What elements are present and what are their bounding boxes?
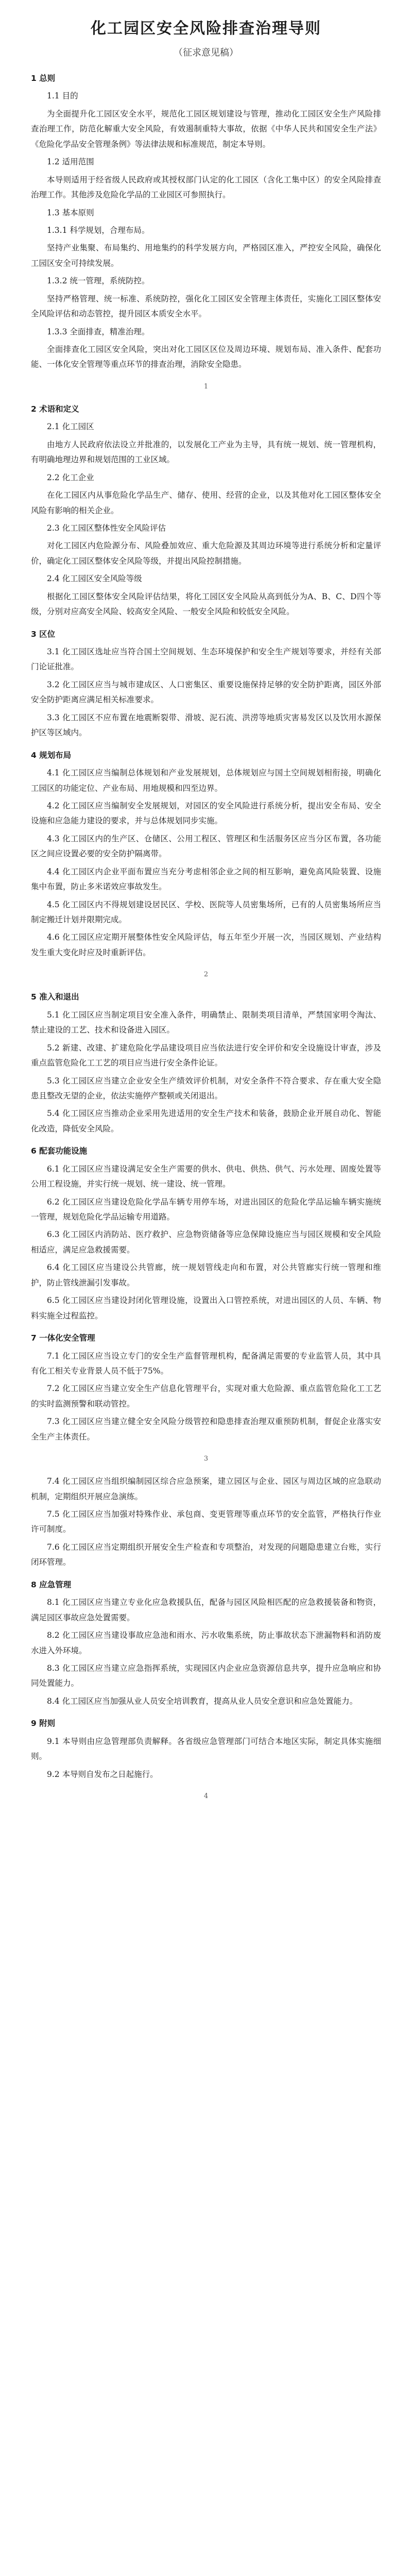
page-number: 4: [203, 1792, 209, 1800]
subsection-heading: 1.1 目的: [47, 91, 78, 101]
paragraph: 3.1 化工园区选址应当符合国土空间规划、生态环境保护和安全生产规划等要求，并经有关部门论证批准。: [31, 647, 381, 672]
subsection-heading: 2.4 化工园区安全风险等级: [47, 574, 142, 584]
paragraph: 本导则适用于经省级人民政府或其授权部门认定的化工园区（含化工集中区）的安全风险排查治理工作。其他涉及危险化学品的工业园区可参照执行。: [31, 175, 381, 200]
section-heading: 2 术语和定义: [31, 404, 79, 414]
page-number: 3: [203, 1455, 209, 1463]
paragraph: 根据化工园区整体安全风险评估结果，将化工园区安全风险从高到低分为A、B、C、D四个等级，分别对应高安全风险、较高安全风险、一般安全风险和较低安全风险。: [31, 591, 381, 617]
paragraph: 7.5 化工园区应当加强对特殊作业、承包商、变更管理等重点环节的安全监管，严格执行作业许可制度。: [31, 1510, 381, 1534]
paragraph: 7.6 化工园区应当定期组织开展安全生产检查和专项整治，对发现的问题隐患建立台账，实行闭环管理。: [31, 1542, 381, 1567]
page-number: 2: [203, 971, 209, 979]
paragraph: 8.2 化工园区应当建设事故应急池和雨水、污水收集系统，防止事故状态下泄漏物料和消防废水进入外环境。: [31, 1631, 381, 1655]
paragraph: 5.4 化工园区应当推动企业采用先进适用的安全生产技术和装备，鼓励企业开展自动化、智能化改造，降低安全风险。: [31, 1109, 381, 1133]
paragraph: 为全面提升化工园区安全水平，规范化工园区规划建设与管理，推动化工园区安全生产风险排查治理工作，防范化解重大安全风险，有效遏制重特大事故，依据《中华人民共和国安全生产法》《危险化学品安全管理条例》等法律法规和标准规范，制定本导则。: [31, 109, 381, 149]
subsection-heading: 1.3.3 全面排查，精准治理。: [47, 327, 150, 336]
section-heading: 5 准入和退出: [31, 992, 79, 1002]
paragraph: 全面排查化工园区安全风险，突出对化工园区区位及周边环境、规划布局、准入条件、配套功能、一体化安全管理等重点环节的排查治理，消除安全隐患。: [31, 345, 381, 369]
document-body: [31, 71, 381, 1800]
paragraph: 7.4 化工园区应当组织编制园区综合应急预案，建立园区与企业、园区与周边区域的应急联动机制，定期组织开展应急演练。: [31, 1477, 381, 1501]
paragraph: 9.1 本导则由应急管理部负责解释。各省级应急管理部门可结合本地区实际，制定具体实施细则。: [31, 1736, 381, 1761]
page-number: 1: [203, 382, 209, 391]
paragraph: 4.5 化工园区内不得规划建设居民区、学校、医院等人员密集场所，已有的人员密集场所应当制定搬迁计划并限期完成。: [31, 900, 381, 924]
section-heading: 4 规划布局: [31, 750, 72, 760]
paragraph: 4.3 化工园区内的生产区、仓储区、公用工程区、管理区和生活服务区应当分区布置，各功能区之间应设置必要的安全防护隔离带。: [31, 834, 381, 859]
paragraph: 5.1 化工园区应当制定项目安全准入条件，明确禁止、限制类项目清单，严禁国家明令淘汰、禁止建设的工艺、技术和设备进入园区。: [31, 1010, 381, 1035]
subsection-heading: 1.3.2 统一管理，系统防控。: [47, 276, 150, 286]
section-heading: 1 总则: [31, 74, 56, 83]
subsection-heading: 2.3 化工园区整体性安全风险评估: [47, 523, 166, 533]
paragraph: 8.3 化工园区应当建立应急指挥系统，实现园区内企业应急资源信息共享，提升应急响应和协同处置能力。: [31, 1663, 381, 1688]
paragraph: 6.1 化工园区应当建设满足安全生产需要的供水、供电、供热、供气、污水处理、固废处置等公用工程设施，并实行统一规划、统一建设、统一管理。: [31, 1164, 381, 1189]
subsection-heading: 2.1 化工园区: [47, 422, 94, 432]
section-heading: 7 一体化安全管理: [31, 1333, 95, 1343]
paragraph: 对化工园区内危险源分布、风险叠加效应、重大危险源及其周边环境等进行系统分析和定量评价，确定化工园区整体安全风险等级，并提出风险控制措施。: [31, 541, 381, 566]
paragraph: 5.2 新建、改建、扩建危险化学品建设项目应当依法进行安全评价和安全设施设计审查，涉及重点监管危险化工工艺的项目应当进行安全条件论证。: [31, 1043, 381, 1068]
paragraph: 6.3 化工园区内消防站、医疗救护、应急物资储备等应急保障设施应当与园区规模和安全风险相适应，满足应急救援需要。: [31, 1230, 381, 1255]
document-subtitle: （征求意见稿）: [174, 47, 238, 58]
document: [31, 0, 381, 1832]
section-heading: 6 配套功能设施: [31, 1146, 88, 1156]
paragraph: 6.5 化工园区应当建设封闭化管理设施，设置出入口管控系统，对进出园区的人员、车辆、物料实施全过程监控。: [31, 1296, 381, 1320]
paragraph: 3.2 化工园区应当与城市建成区、人口密集区、重要设施保持足够的安全防护距离，园区外部安全防护距离应满足相关标准要求。: [31, 680, 381, 705]
subsection-heading: 2.2 化工企业: [47, 472, 94, 482]
subsection-heading: 1.3 基本原则: [47, 208, 94, 217]
section-heading: 8 应急管理: [31, 1580, 72, 1589]
paragraph: 4.6 化工园区应定期开展整体性安全风险评估，每五年至少开展一次，当园区规划、产业结构发生重大变化时应及时重新评估。: [31, 933, 381, 957]
paragraph: 7.1 化工园区应当设立专门的安全生产监督管理机构，配备满足需要的专业监管人员，其中具有化工相关专业背景人员不低于75%。: [31, 1351, 381, 1376]
subsection-heading: 1.3.1 科学规划，合理布局。: [47, 225, 150, 235]
paragraph: 在化工园区内从事危险化学品生产、储存、使用、经营的企业，以及其他对化工园区整体安全风险有影响的相关企业。: [31, 490, 381, 515]
paragraph: 4.4 化工园区内企业平面布置应当充分考虑相邻企业之间的相互影响，避免高风险装置、设施集中布置，防止多米诺效应事故发生。: [31, 867, 381, 892]
paragraph: 由地方人民政府依法设立并批准的，以发展化工产业为主导，具有统一规划、统一管理机构，有明确地理边界和规划范围的工业区域。: [31, 439, 381, 465]
paragraph: 3.3 化工园区不应布置在地震断裂带、滑坡、泥石流、洪涝等地质灾害易发区以及饮用水源保护区等区域内。: [31, 713, 381, 738]
paragraph: 7.2 化工园区应当建立安全生产信息化管理平台，实现对重大危险源、重点监管危险化工工艺的实时监测预警和联动管控。: [31, 1384, 381, 1409]
paragraph: 6.4 化工园区应当建设公共管廊，统一规划管线走向和布置，对公共管廊实行统一管理和维护，防止管线泄漏引发事故。: [31, 1263, 381, 1287]
paragraph: 坚持严格管理、统一标准、系统防控，强化化工园区安全管理主体责任，实施化工园区整体安全风险评估和动态管控，提升园区本质安全水平。: [31, 294, 381, 319]
document-title: 化工园区安全风险排查治理导则: [91, 20, 321, 38]
paragraph: 4.2 化工园区应当编制安全发展规划，对园区的安全风险进行系统分析，提出安全布局、安全设施和应急能力建设的要求，并与总体规划同步实施。: [31, 801, 381, 826]
section-heading: 9 附则: [31, 1719, 56, 1728]
paragraph: 5.3 化工园区应当建立企业安全生产绩效评价机制，对安全条件不符合要求、存在重大安全隐患且整改无望的企业，依法实施停产整顿或关闭退出。: [31, 1076, 381, 1100]
paragraph: 7.3 化工园区应当建立健全安全风险分级管控和隐患排查治理双重预防机制，督促企业落实安全生产主体责任。: [31, 1417, 381, 1442]
paragraph: 8.4 化工园区应当加强从业人员安全培训教育，提高从业人员安全意识和应急处置能力。: [47, 1696, 358, 1706]
subsection-heading: 1.2 适用范围: [47, 157, 94, 167]
section-heading: 3 区位: [31, 629, 56, 639]
paragraph: 6.2 化工园区应当建设危险化学品车辆专用停车场，对进出园区的危险化学品运输车辆实施统一管理，规划危险化学品运输专用道路。: [31, 1197, 381, 1222]
paragraph: 坚持产业集聚、布局集约、用地集约的科学发展方向，严格园区准入，严控安全风险，确保化工园区安全可持续发展。: [31, 243, 381, 268]
paragraph: 8.1 化工园区应当建立专业化应急救援队伍，配备与园区风险相匹配的应急救援装备和物资，满足园区事故应急处置需要。: [31, 1598, 381, 1622]
paragraph: 9.2 本导则自发布之日起施行。: [47, 1769, 158, 1779]
paragraph: 4.1 化工园区应当编制总体规划和产业发展规划，总体规划应与国土空间规划相衔接，明确化工园区的功能定位、产业布局、用地规模和四至边界。: [31, 768, 381, 793]
